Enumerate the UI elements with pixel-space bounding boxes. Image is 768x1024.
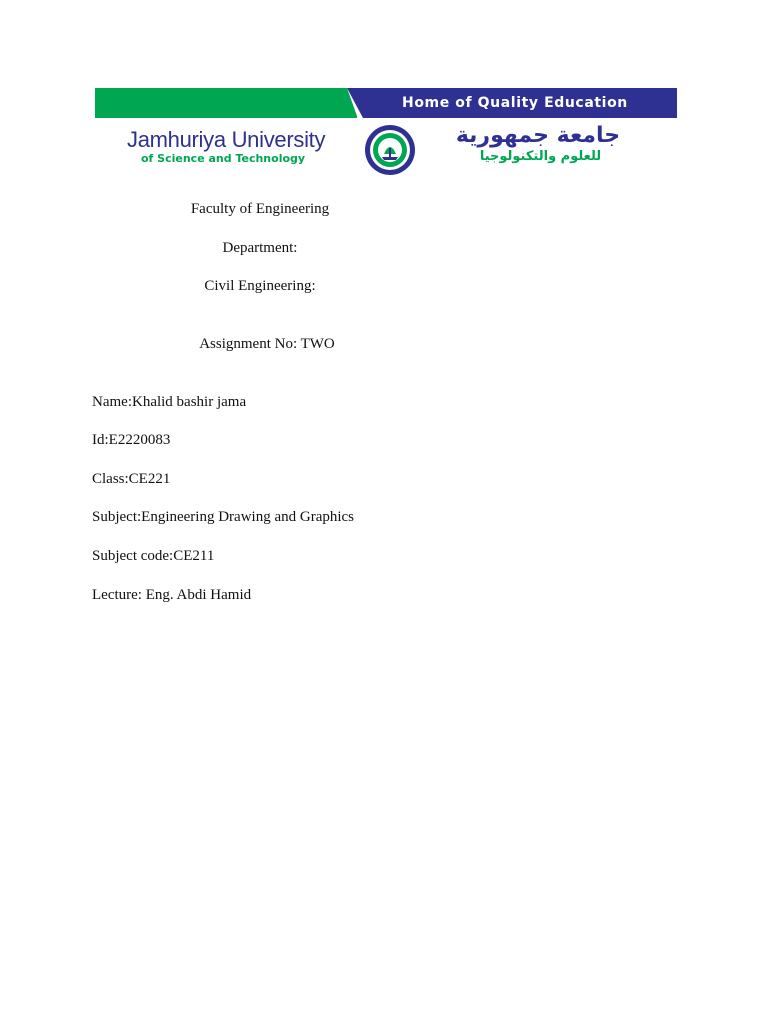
- department-heading: Department:: [222, 240, 298, 256]
- assignment-heading: Assignment No: TWO: [199, 336, 335, 352]
- program-heading: Civil Engineering:: [204, 278, 316, 294]
- university-letterhead: [95, 88, 677, 178]
- lecturer-line: Lecture: Eng. Abdi Hamid: [92, 587, 252, 603]
- subject-line: Subject:Engineering Drawing and Graphics: [92, 509, 355, 525]
- student-name: Name:Khalid bashir jama: [92, 394, 247, 410]
- university-seal-icon: [360, 124, 420, 176]
- faculty-heading: Faculty of Engineering: [190, 201, 330, 217]
- university-name: Jamhuriya University: [127, 127, 326, 152]
- student-class: Class:CE221: [92, 471, 171, 487]
- student-id: Id:E2220083: [92, 432, 171, 448]
- subject-code-line: Subject code:CE211: [92, 548, 215, 564]
- university-subtitle: of Science and Technology: [141, 152, 306, 165]
- arabic-university-name: جامعة جمهورية: [455, 123, 621, 148]
- letterhead-tagline: Home of Quality Education: [402, 95, 628, 111]
- arabic-university-subtitle: للعلوم والتكنولوجيا: [479, 149, 602, 164]
